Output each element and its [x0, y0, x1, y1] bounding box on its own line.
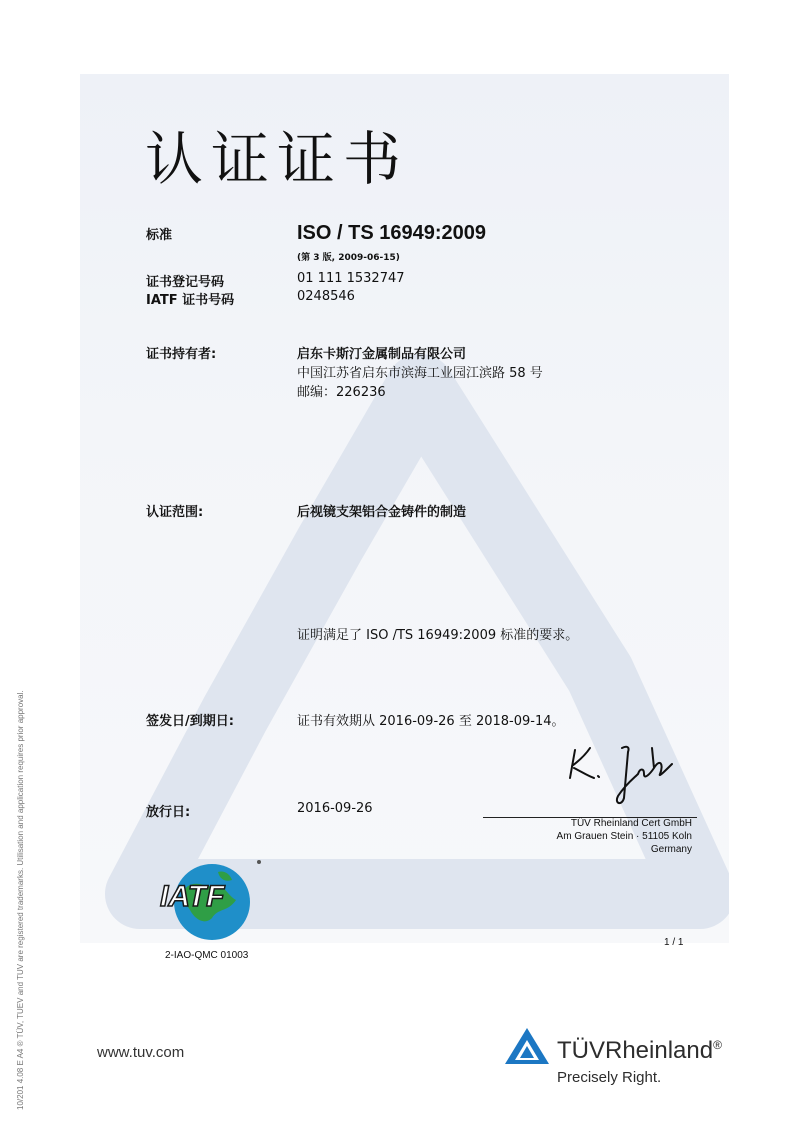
website-link[interactable]: www.tuv.com [97, 1044, 185, 1061]
validity-label: 签发日/到期日: [146, 714, 234, 729]
issue-date: 2016-09-26 [297, 801, 373, 816]
tuv-slogan: Precisely Right. [557, 1069, 662, 1086]
cert-reg-value: 01 111 1532747 [297, 271, 405, 286]
registered-mark: ® [713, 1038, 722, 1052]
iatf-number-label: IATF 证书号码 [146, 293, 235, 308]
validity-value: 证书有效期从 2016-09-26 至 2018-09-14。 [297, 714, 565, 729]
holder-label: 证书持有者: [146, 347, 217, 362]
tuv-brand-text: TÜVRheinland [557, 1037, 714, 1064]
holder-address: 中国江苏省启东市滨海工业园江滨路 58 号 [297, 366, 543, 381]
tuv-triangle-icon [503, 1026, 551, 1066]
scope-label: 认证范围: [146, 505, 204, 520]
standard-edition: (第 3 版, 2009-06-15) [297, 253, 400, 263]
signature-text: K. Jiegl [560, 738, 564, 739]
standard-name: ISO / TS 16949:2009 [297, 222, 487, 244]
holder-postcode: 邮编：226236 [297, 385, 386, 400]
issuer-country: Germany [650, 844, 692, 855]
issuer-address: Am Grauen Stein · 51105 Koln [556, 831, 692, 842]
signature [560, 738, 690, 808]
iatf-logo-text: IATF [160, 880, 225, 913]
issuer-name: TÜV Rheinland Cert GmbH [570, 818, 692, 829]
scope-value: 后视镜支架铝合金铸件的制造 [297, 505, 467, 520]
cert-reg-label: 证书登记号码 [146, 275, 225, 290]
certificate-title: 认证证书 [145, 125, 410, 193]
iatf-code: 2-IAO-QMC 01003 [165, 950, 249, 961]
page-number: 1 / 1 [664, 937, 684, 948]
iatf-number-value: 0248546 [297, 289, 355, 304]
issue-label: 放行日: [146, 805, 191, 820]
holder-company: 启东卡斯汀金属制品有限公司 [297, 347, 467, 362]
compliance-statement: 证明满足了 ISO /TS 16949:2009 标准的要求。 [297, 628, 579, 643]
trademark-note: 10/201 4.08 E A4 ® TÜV, TUEV and TUV are registered trademarks. Utilisation and application requires prior approval. [16, 690, 25, 1110]
standard-label: 标准 [146, 228, 173, 243]
iatf-logo [158, 856, 268, 946]
tuv-brand [557, 1037, 722, 1065]
